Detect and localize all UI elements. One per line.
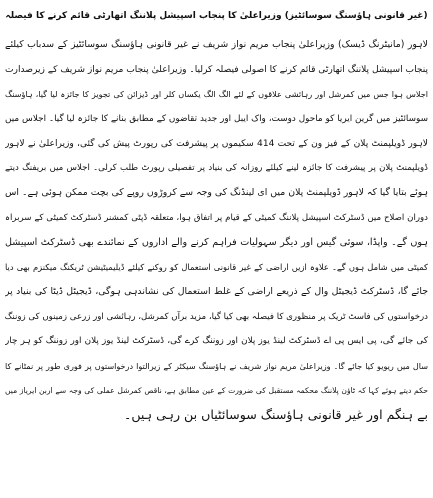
article-line: لاہور ڈویلپمنٹ پلان کے فیز ون کے تحت 414 سکیموں پر پیشرفت کی رپورٹ پیش کی گئی، وزیراعلیٰ نے لاہور <box>5 138 428 149</box>
article-headline: (غیر قانونی ہاؤسنگ سوسائٹیز) وزیراعلیٰ کا پنجاب اسپیشل پلاننگ اتھارٹی قائم کرنے کا فیصلہ <box>5 11 428 21</box>
article-line: ہوں گے۔ واپڈا، سوئی گیس اور دیگر سہولیات فراہم کرنے والے اداروں کے نمائندے بھی ڈسٹرکٹ اسپیشل <box>5 236 428 248</box>
article-line: کی جائے گی، پی ایس پی اے ڈسٹرکٹ لینڈ یوز پلان اور زوننگ کرے گی، ڈسٹرکٹ لینڈ یوز پلان اور زوننگ کو ہر چار <box>5 336 428 347</box>
article-line: درخواستوں کی فاسٹ ٹریک پر منظوری کا فیصلہ بھی کیا گیا، مزید برآں کمرشل، رہائشی اور زرعی زمینوں کی زوننگ <box>5 311 428 322</box>
article-line: بے ہنگم اور غیر قانونی ہاؤسنگ سوسائٹیاں بن رہی ہیں۔ <box>123 407 428 423</box>
article-line: سال میں ریویو کیا جائے گا۔ وزیراعلیٰ مریم نواز شریف نے ہاؤسنگ سیکٹر کے زیرالتوا درخواستوں پر فوری طور پر نمٹانے کا <box>5 360 428 371</box>
article-line: جائے گا، ڈسٹرکٹ ڈیجیٹل وال کے ذریعے اراضی کے غلط استعمال کی نشاندہی ہوگی، ڈیجیٹل ڈیٹا کی بنیاد پر <box>5 285 428 297</box>
article-line: اجلاس ہوا جس میں کمرشل اور رہائشی علاقوں کے لئے الگ الگ یکساں کلر اور ڈیزائن کی تجویز کا جائزہ لیا گیا، ہاؤسنگ <box>5 89 428 100</box>
article-line: ہوئے بتایا گیا کہ لاہور ڈویلپمنٹ پلان میں ای لینڈنگ کی وجہ سے کروڑوں روپے کی بچت ممکن ہوئی ہے۔ اس <box>5 187 428 199</box>
article-line: دوران اصلاح میں ڈسٹرکٹ اسپیشل پلاننگ کمیٹی کے قیام پر اتفاق ہوا، متعلقہ ڈپٹی کمشنر ڈسٹرکٹ کمیٹی کے سربراہ <box>5 212 428 223</box>
article-body <box>5 33 428 428</box>
article-line: حکم دیتے ہوئے کہا کہ ٹاؤن پلاننگ محکمہ مستقبل کی ضرورت کے عین مطابق ہے، ناقص کمرشل عملی کی وجہ سے اربن ایریاز میں <box>5 385 428 395</box>
article-line: کمیٹی میں شامل ہوں گے۔ علاوہ ازیں اراضی کے غیر قانونی استعمال کو روکنے کیلئے ڈیلیمیٹیشن ٹریکنگ میکنزم بھی دیا <box>5 262 428 273</box>
article-line: ڈویلپمنٹ پلان پر پیشرفت کا جائزہ لینے کیلئے روزانہ کی بنیاد پر تفصیلی رپورٹ طلب کرلی۔ اجلاس میں بریفنگ دیتے <box>5 163 428 174</box>
article-line: پنجاب اسپیشل پلاننگ اتھارٹی قائم کرنے کا اصولی فیصلہ کرلیا۔ وزیراعلیٰ پنجاب مریم نواز شریف کے زیرصدارت <box>5 64 428 75</box>
article-line: سوسائٹیز میں گرین ایریا کو ماحول دوست، واک ایبل اور جدید تقاضوں کے مطابق بنانے کا جائزہ لیا گیا۔ اجلاس میں <box>5 114 428 125</box>
article-line: لاہور (مانیٹرنگ ڈیسک) وزیراعلیٰ پنجاب مریم نواز شریف نے غیر قانونی ہاؤسنگ سوسائٹیز کے سدباب کیلئے <box>5 39 428 50</box>
